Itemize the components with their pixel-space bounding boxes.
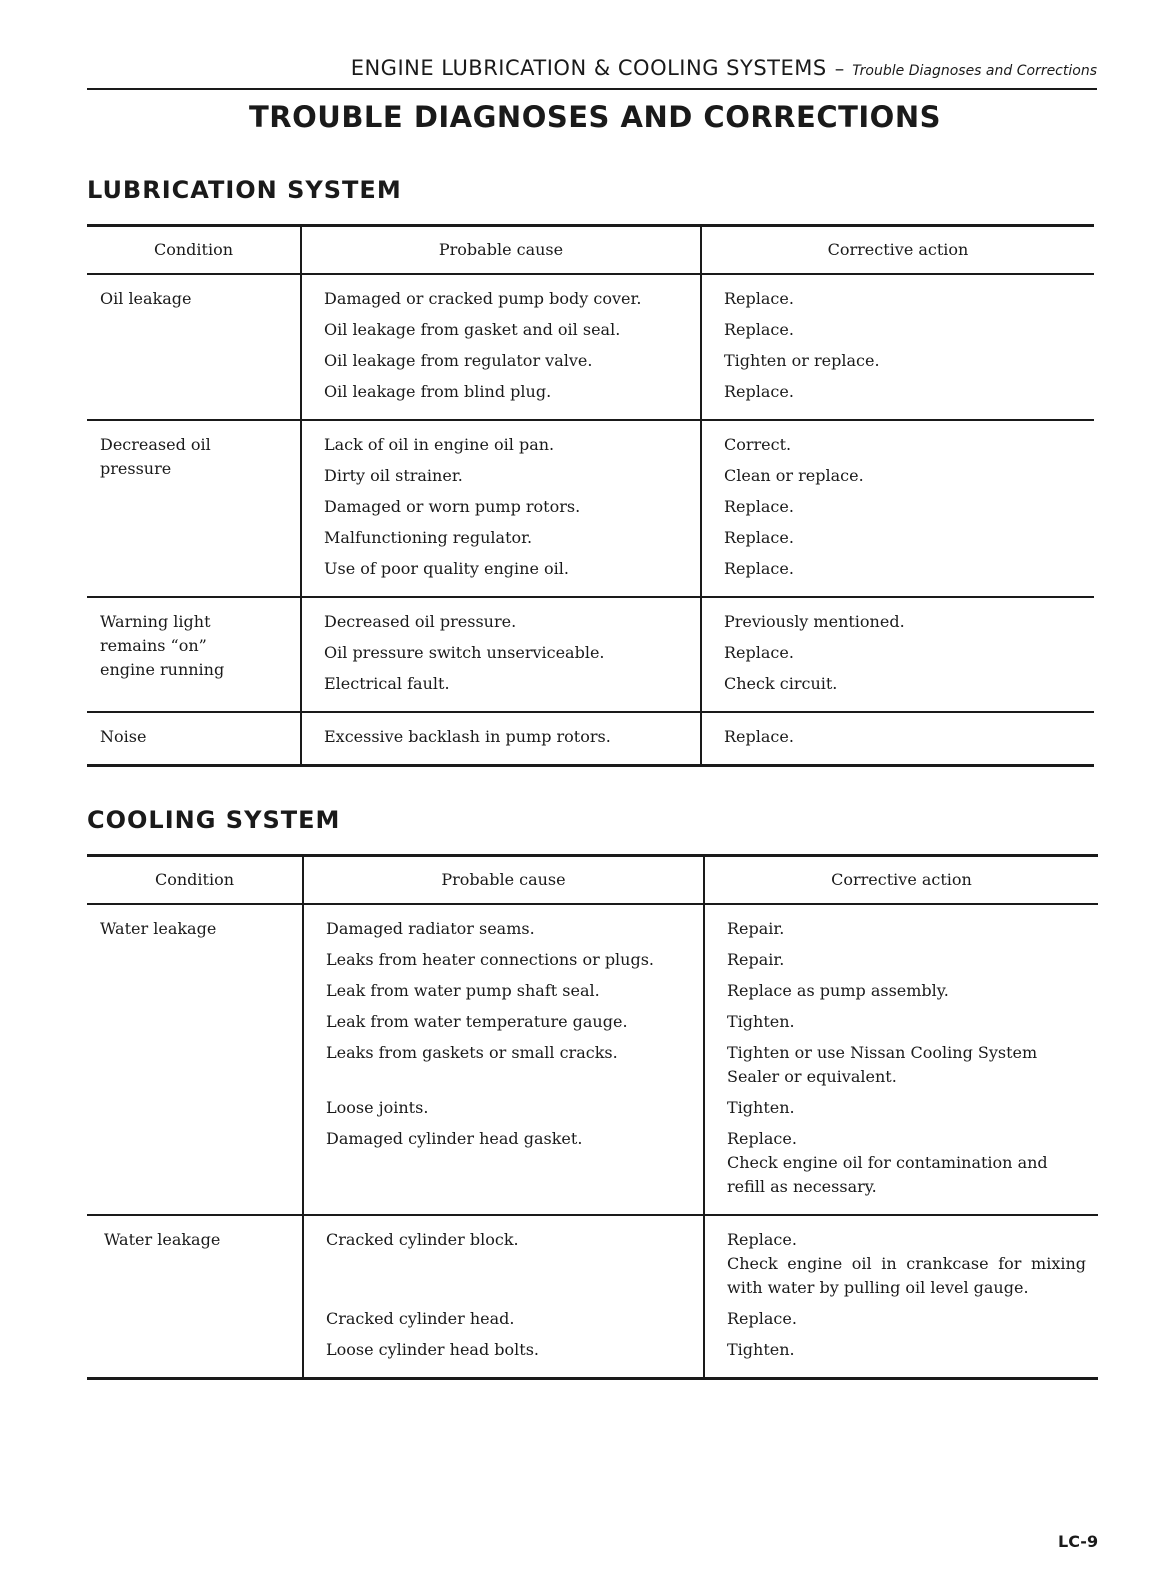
- action-cell: Tighten.: [727, 1012, 795, 1031]
- action-cell: [727, 1228, 1098, 1307]
- action-cell: Replace.: [727, 1309, 797, 1328]
- table-row-group: [87, 712, 1094, 766]
- condition-cell: Water leakage: [104, 1230, 221, 1249]
- column-header-cause: Probable cause: [303, 856, 704, 905]
- action-note: Check engine oil for contamination and refill as necessary.: [727, 1153, 1048, 1196]
- cause-cell: Oil pressure switch unserviceable.: [324, 643, 605, 662]
- column-header-condition: Condition: [87, 226, 301, 275]
- table-header-row: [87, 856, 1098, 905]
- action-cell: [727, 1127, 1098, 1206]
- cooling-heading: COOLING SYSTEM: [87, 806, 341, 834]
- cause-cell: Loose cylinder head bolts.: [326, 1340, 539, 1359]
- column-header-condition: Condition: [87, 856, 303, 905]
- action-cell: Replace.: [724, 528, 794, 547]
- action-cell: Tighten or use Nissan Cooling System Sealer or equivalent.: [727, 1043, 1038, 1086]
- cause-cell: Cracked cylinder head.: [326, 1309, 515, 1328]
- cause-cell: Electrical fault.: [324, 674, 450, 693]
- running-title: ENGINE LUBRICATION & COOLING SYSTEMS: [350, 56, 827, 80]
- lubrication-table: [87, 224, 1094, 767]
- running-header: [87, 56, 1097, 90]
- cause-cell: Damaged cylinder head gasket.: [326, 1129, 583, 1148]
- cause-cell: Use of poor quality engine oil.: [324, 559, 569, 578]
- column-header-cause: Probable cause: [301, 226, 701, 275]
- action-cell: Replace.: [724, 382, 794, 401]
- condition-cell: Oil leakage: [100, 289, 192, 308]
- cause-cell: Decreased oil pressure.: [324, 612, 517, 631]
- running-separator: –: [834, 58, 845, 80]
- action-cell: Replace as pump assembly.: [727, 981, 949, 1000]
- table-header-row: [87, 226, 1094, 275]
- action-cell: Check circuit.: [724, 674, 838, 693]
- cause-cell: Leaks from heater connections or plugs.: [326, 950, 655, 969]
- action-text: Replace.: [727, 1129, 797, 1148]
- cooling-table: [87, 854, 1098, 1380]
- cause-cell: Oil leakage from gasket and oil seal.: [324, 320, 621, 339]
- cause-cell: Cracked cylinder block.: [326, 1230, 519, 1249]
- column-header-action: Corrective action: [701, 226, 1094, 275]
- page-number: LC-9: [1058, 1532, 1099, 1551]
- table-row-group: [87, 904, 1098, 1215]
- condition-cell: Water leakage: [100, 919, 217, 938]
- page-title: TROUBLE DIAGNOSES AND CORRECTIONS: [249, 100, 941, 134]
- action-cell: Tighten.: [727, 1098, 795, 1117]
- action-cell: Repair.: [727, 950, 785, 969]
- table-row-group: [87, 1215, 1098, 1379]
- action-cell: Correct.: [724, 435, 792, 454]
- action-note: Check engine oil in crankcase for mixing with water by pulling oil level gauge.: [727, 1254, 1086, 1297]
- cause-cell: Damaged or cracked pump body cover.: [324, 289, 642, 308]
- cause-cell: Loose joints.: [326, 1098, 429, 1117]
- condition-cell: Decreased oil pressure: [100, 435, 211, 478]
- lubrication-heading: LUBRICATION SYSTEM: [87, 176, 402, 204]
- table-row-group: [87, 274, 1094, 420]
- condition-cell: Warning light remains “on” engine running: [100, 612, 225, 679]
- cause-cell: Leak from water temperature gauge.: [326, 1012, 628, 1031]
- table-row-group: [87, 420, 1094, 597]
- cause-cell: Oil leakage from regulator valve.: [324, 351, 593, 370]
- cause-cell: Damaged radiator seams.: [326, 919, 535, 938]
- action-cell: Replace.: [724, 289, 794, 308]
- action-cell: Tighten.: [727, 1340, 795, 1359]
- cause-cell: Leaks from gaskets or small cracks.: [326, 1043, 618, 1062]
- cause-cell: Lack of oil in engine oil pan.: [324, 435, 555, 454]
- action-cell: Replace.: [724, 559, 794, 578]
- action-cell: Clean or replace.: [724, 466, 864, 485]
- action-cell: Replace.: [724, 497, 794, 516]
- cause-cell: Malfunctioning regulator.: [324, 528, 533, 547]
- action-cell: Replace.: [724, 320, 794, 339]
- cause-cell: Damaged or worn pump rotors.: [324, 497, 581, 516]
- action-cell: Tighten or replace.: [724, 351, 880, 370]
- cause-cell: Oil leakage from blind plug.: [324, 382, 552, 401]
- action-text: Replace.: [727, 1230, 797, 1249]
- table-row-group: [87, 597, 1094, 712]
- action-cell: Replace.: [724, 643, 794, 662]
- cause-cell: Excessive backlash in pump rotors.: [324, 727, 611, 746]
- cause-cell: Leak from water pump shaft seal.: [326, 981, 600, 1000]
- running-subtitle: Trouble Diagnoses and Corrections: [852, 63, 1097, 79]
- action-cell: Replace.: [724, 727, 794, 746]
- action-cell: Previously mentioned.: [724, 612, 905, 631]
- condition-cell: Noise: [100, 727, 147, 746]
- cause-cell: Dirty oil strainer.: [324, 466, 463, 485]
- column-header-action: Corrective action: [704, 856, 1098, 905]
- action-cell: Repair.: [727, 919, 785, 938]
